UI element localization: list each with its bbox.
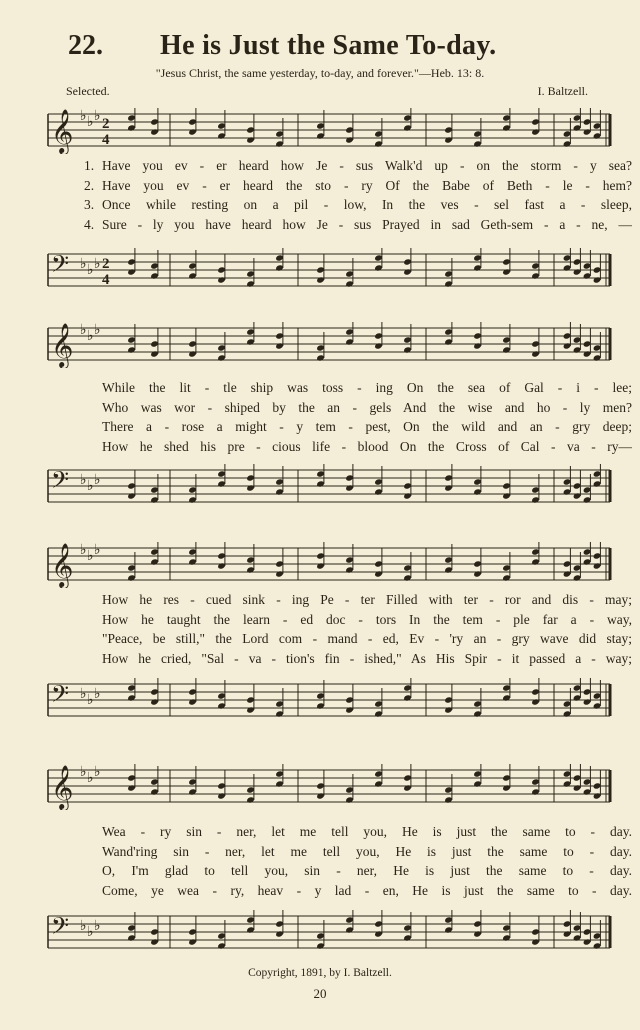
treble-staff [40,108,618,154]
flat-icon: ♭ [80,765,87,780]
lyric-line [84,215,632,235]
lyric-text: How he shed his pre - cious life - blood On the Cross of Cal - va - ry— [102,438,632,454]
lyric-text: Wea - ry sin - ner, let me tell you, He is just the same to - day. [102,824,632,839]
copyright-notice: Copyright, 1891, by I. Baltzell. [248,967,392,979]
treble-staff [40,322,618,368]
verse-number [84,590,102,610]
lyric-line [84,437,632,457]
flat-icon: ♭ [80,109,87,124]
flat-icon: ♭ [94,687,101,702]
lyric-line [84,398,632,418]
lyric-text: Sure - ly you have heard how Je - sus Prayed in sad Geth-sem - a - ne, — [102,216,632,232]
flat-icon: ♭ [94,257,101,272]
lyric-line [84,176,632,196]
lyric-text: How he res - cued sink - ing Pe - ter Filled with ter - ror and dis - may; [102,592,632,607]
lyric-text: Have you ev - er heard how Je - sus Walk'd up - on the storm - y sea? [102,158,632,173]
treble-clef-icon: 𝄞 [51,325,74,367]
lyric-line [84,195,632,215]
bass-clef-icon: 𝄢 [51,914,70,945]
verse-number: 2. [84,177,95,193]
verse-number [84,842,102,862]
verse-number: 1. [84,158,95,173]
lyric-text: Who was wor - shiped by the an - gels And the wise and ho - ly men? [102,399,632,415]
hymn-title: He is Just the Same To-day. [160,30,497,61]
lyric-line [84,610,632,630]
time-signature: 4 [102,272,110,288]
flat-icon: ♭ [80,473,87,488]
flat-icon: ♭ [94,109,101,124]
flat-icon: ♭ [80,257,87,272]
flat-icon: ♭ [87,329,94,344]
flat-icon: ♭ [80,543,87,558]
lyric-text: How he taught the learn - ed doc - tors In the tem - ple far a - way, [102,611,632,627]
treble-clef-icon: 𝄞 [51,111,74,153]
time-signature: 2 [102,116,110,132]
bass-staff [40,910,618,956]
lyric-line [84,378,632,398]
lyric-line [84,156,632,176]
lyric-line [84,590,632,610]
lyric-text: Once while resting on a pil - low, In the ves - sel fast a - sleep, [102,197,632,212]
flat-icon: ♭ [94,323,101,338]
treble-staff [40,542,618,588]
bass-clef-icon: 𝄢 [51,468,70,499]
lyric-text: O, I'm glad to tell you, sin - ner, He is just the same to - day. [102,863,632,878]
verse-lyrics [84,378,632,456]
verse-number [84,861,102,881]
verse-number: 4. [84,216,95,232]
flat-icon: ♭ [80,323,87,338]
verse-number [84,822,102,842]
lyric-line [84,881,632,901]
page-number: 20 [313,986,327,1001]
verse-number: 3. [84,197,95,212]
lyric-line [84,629,632,649]
lyric-line [84,417,632,437]
flat-icon: ♭ [87,771,94,786]
treble-staff [40,764,618,810]
lyric-line [84,861,632,881]
verse-lyrics [84,822,632,900]
flat-icon: ♭ [94,473,101,488]
verse-number [84,610,102,630]
bass-staff [40,248,618,294]
verse-number [84,649,102,669]
lyric-line [84,822,632,842]
verse-number [84,398,102,418]
flat-icon: ♭ [94,919,101,934]
treble-clef-icon: 𝄞 [51,767,74,809]
flat-icon: ♭ [80,919,87,934]
bass-clef-icon: 𝄢 [51,682,70,713]
lyric-text: How he cried, "Sal - va - tion's fin - ished," As His Spir - it passed a - way; [102,650,632,666]
verse-number [84,417,102,437]
hymn-number: 22. [68,30,103,61]
flat-icon: ♭ [87,925,94,940]
scripture-epigraph: "Jesus Christ, the same yesterday, to-day, and forever."—Heb. 13: 8. [155,66,485,80]
lyric-text: Have you ev - er heard the sto - ry Of the Babe of Beth - le - hem? [102,177,632,193]
lyric-text: Wand'ring sin - ner, let me tell you, He is just the same to - day. [102,843,632,859]
flat-icon: ♭ [87,693,94,708]
flat-icon: ♭ [87,479,94,494]
verse-lyrics [84,590,632,668]
bass-clef-icon: 𝄢 [51,252,70,283]
verse-number [84,881,102,901]
flat-icon: ♭ [94,543,101,558]
bass-staff [40,678,618,724]
time-signature: 4 [102,132,110,148]
hymn-header [0,28,640,68]
verse-number [84,378,102,398]
flat-icon: ♭ [87,263,94,278]
flat-icon: ♭ [80,687,87,702]
lyric-line [84,842,632,862]
lyric-text: There a - rose a might - y tem - pest, On the wild and an - gry deep; [102,419,632,434]
lyric-text: "Peace, be still," the Lord com - mand - ed, Ev - 'ry an - gry wave did stay; [102,631,632,646]
lyric-text: While the lit - tle ship was toss - ing On the sea of Gal - i - lee; [102,380,632,395]
lyric-line [84,649,632,669]
lyric-text: Come, ye wea - ry, heav - y lad - en, He is just the same to - day. [102,882,632,898]
verse-number [84,437,102,457]
flat-icon: ♭ [94,765,101,780]
flat-icon: ♭ [87,115,94,130]
verse-number [84,629,102,649]
verse-lyrics [84,156,632,234]
bass-staff [40,464,618,510]
time-signature: 2 [102,256,110,272]
treble-clef-icon: 𝄞 [51,545,74,587]
source-credit: Selected. [66,84,110,98]
composer-credit: I. Baltzell. [537,84,588,98]
flat-icon: ♭ [87,549,94,564]
